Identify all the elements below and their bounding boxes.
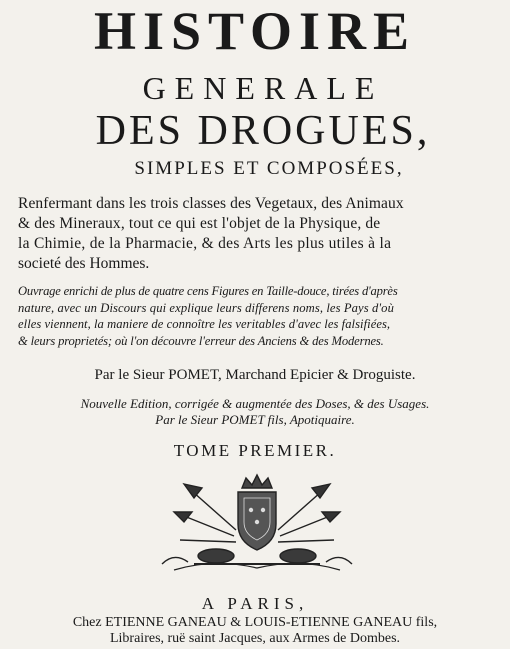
description-paragraph: [18, 194, 498, 274]
heraldic-vignette-icon: [154, 472, 360, 576]
title-generale: GENERALE: [142, 70, 384, 106]
subtitle-line: elles viennent, la maniere de connoître les veritables d'avec les falsifiées,: [18, 317, 391, 331]
volume-title: TOME PREMIER.: [173, 441, 337, 460]
author-line: Par le Sieur POMET, Marchand Epicier & Droguiste.: [94, 367, 416, 383]
imprint-publisher-line: Chez ETIENNE GANEAU & LOUIS-ETIENNE GANEAU fils,: [72, 615, 438, 630]
subtitle-line: Ouvrage enrichi de plus de quatre cens Figures en Taille-douce, tirées d'après: [18, 284, 398, 298]
subtitle-line: & leurs proprietés; où l'on découvre l'erreur des Anciens & des Modernes.: [18, 333, 384, 348]
description-line: Renfermant dans les trois classes des Vegetaux, des Animaux: [18, 195, 404, 212]
title-des-drogues: DES DROGUES,: [95, 108, 431, 154]
description-line: la Chimie, de la Pharmacie, & des Arts les plus utiles à la: [18, 235, 392, 252]
subtitle-line: nature, avec un Discours qui explique leurs differens noms, les Pays d'où: [18, 300, 394, 315]
description-line: societé des Hommes.: [18, 255, 150, 272]
imprint-place: A PARIS,: [201, 594, 309, 613]
edition-author-line: Par le Sieur POMET fils, Apotiquaire.: [155, 412, 355, 427]
title-histoire: HISTOIRE: [93, 1, 417, 61]
edition-line: Nouvelle Edition, corrigée & augmentée des Doses, & des Usages.: [80, 396, 430, 411]
subtitle-paragraph: [18, 283, 496, 349]
title-simples-composees: SIMPLES ET COMPOSÉES,: [134, 158, 404, 179]
description-line: & des Mineraux, tout ce qui est l'objet de la Physique, de: [18, 215, 381, 232]
imprint-address-line: Libraires, ruë saint Jacques, aux Armes de Dombes.: [109, 631, 401, 646]
